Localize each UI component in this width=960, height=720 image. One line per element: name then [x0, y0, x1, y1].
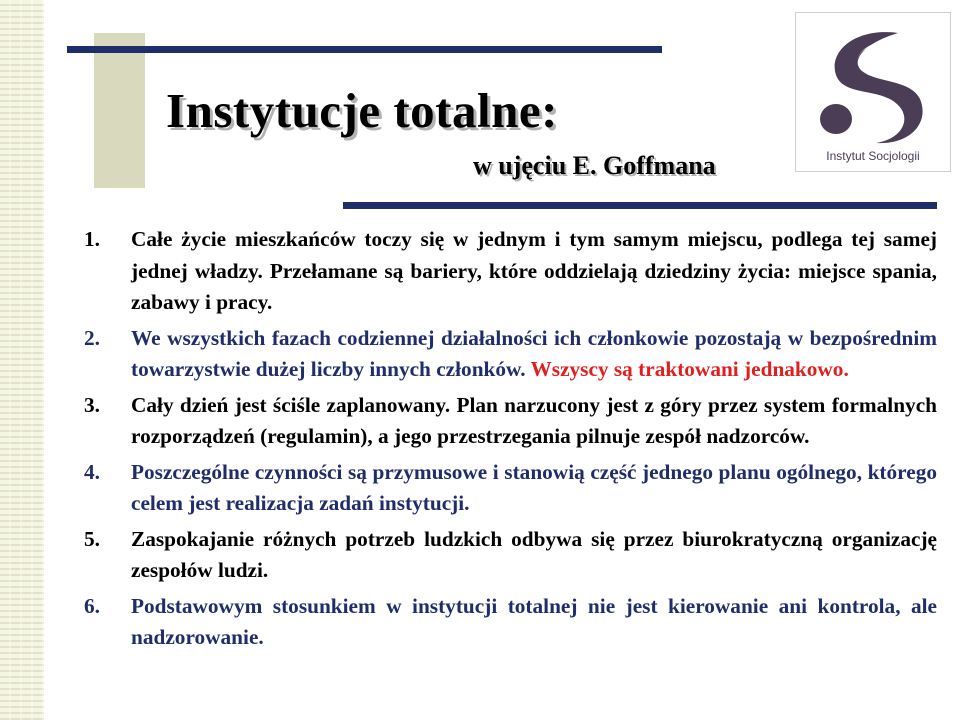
slide-subtitle: w ujęciu E. Goffmana	[473, 151, 716, 180]
list-item-text: Cały dzień jest ściśle zaplanowany. Plan narzucony jest z góry przez system formalnych rozporządzeń (regulamin), a jego przestrzegania pilnuje zespół nadzorców.	[131, 392, 937, 448]
list-item-text: Całe życie mieszkańców toczy się w jednym i tym samym miejscu, podlega tej samej jednej władzy. Przełamane są bariery, które oddzielają dziedziny życia: miejsce spania, zabawy i pracy.	[131, 227, 937, 314]
list-item-text: Zaspokajanie różnych potrzeb ludzkich odbywa się przez biurokratyczną organizację zespołów ludzi.	[131, 526, 937, 582]
list-item	[84, 323, 937, 386]
list-item	[84, 224, 937, 319]
logo-text: Instytut Socjologii	[826, 149, 920, 163]
list-item-number: 4.	[84, 459, 100, 484]
list-item	[84, 591, 937, 654]
decorative-block	[94, 33, 145, 188]
list-item-number: 6.	[84, 593, 100, 618]
decorative-stripes	[0, 0, 44, 720]
list-item-number: 1.	[84, 227, 100, 251]
list-item-highlight: Wszyscy są traktowani jednakowo.	[530, 357, 849, 381]
list-item-number: 2.	[84, 325, 100, 350]
list-item-number: 3.	[84, 392, 100, 417]
list-item-text: We wszystkich fazach codziennej działalności ich członkowie pozostają w bezpośrednim towarzystwie dużej liczby innych członków.	[131, 325, 937, 381]
institute-logo	[795, 12, 951, 172]
rules-list	[84, 224, 937, 658]
list-item-text: Podstawowym stosunkiem w instytucji totalnej nie jest kierowanie ani kontrola, ale nadzorowanie.	[131, 593, 937, 649]
list-item	[84, 457, 937, 520]
list-item-text: Poszczególne czynności są przymusowe i stanowią część jednego planu ogólnego, którego celem jest realizacja zadań instytucji.	[131, 459, 937, 515]
list-item	[84, 390, 937, 453]
top-rule	[67, 46, 662, 53]
list-item	[84, 524, 937, 587]
list-item-number: 5.	[84, 526, 100, 551]
slide-title: Instytucje totalne:	[166, 83, 558, 138]
bottom-rule	[343, 202, 937, 209]
logo-s-icon	[814, 27, 934, 145]
